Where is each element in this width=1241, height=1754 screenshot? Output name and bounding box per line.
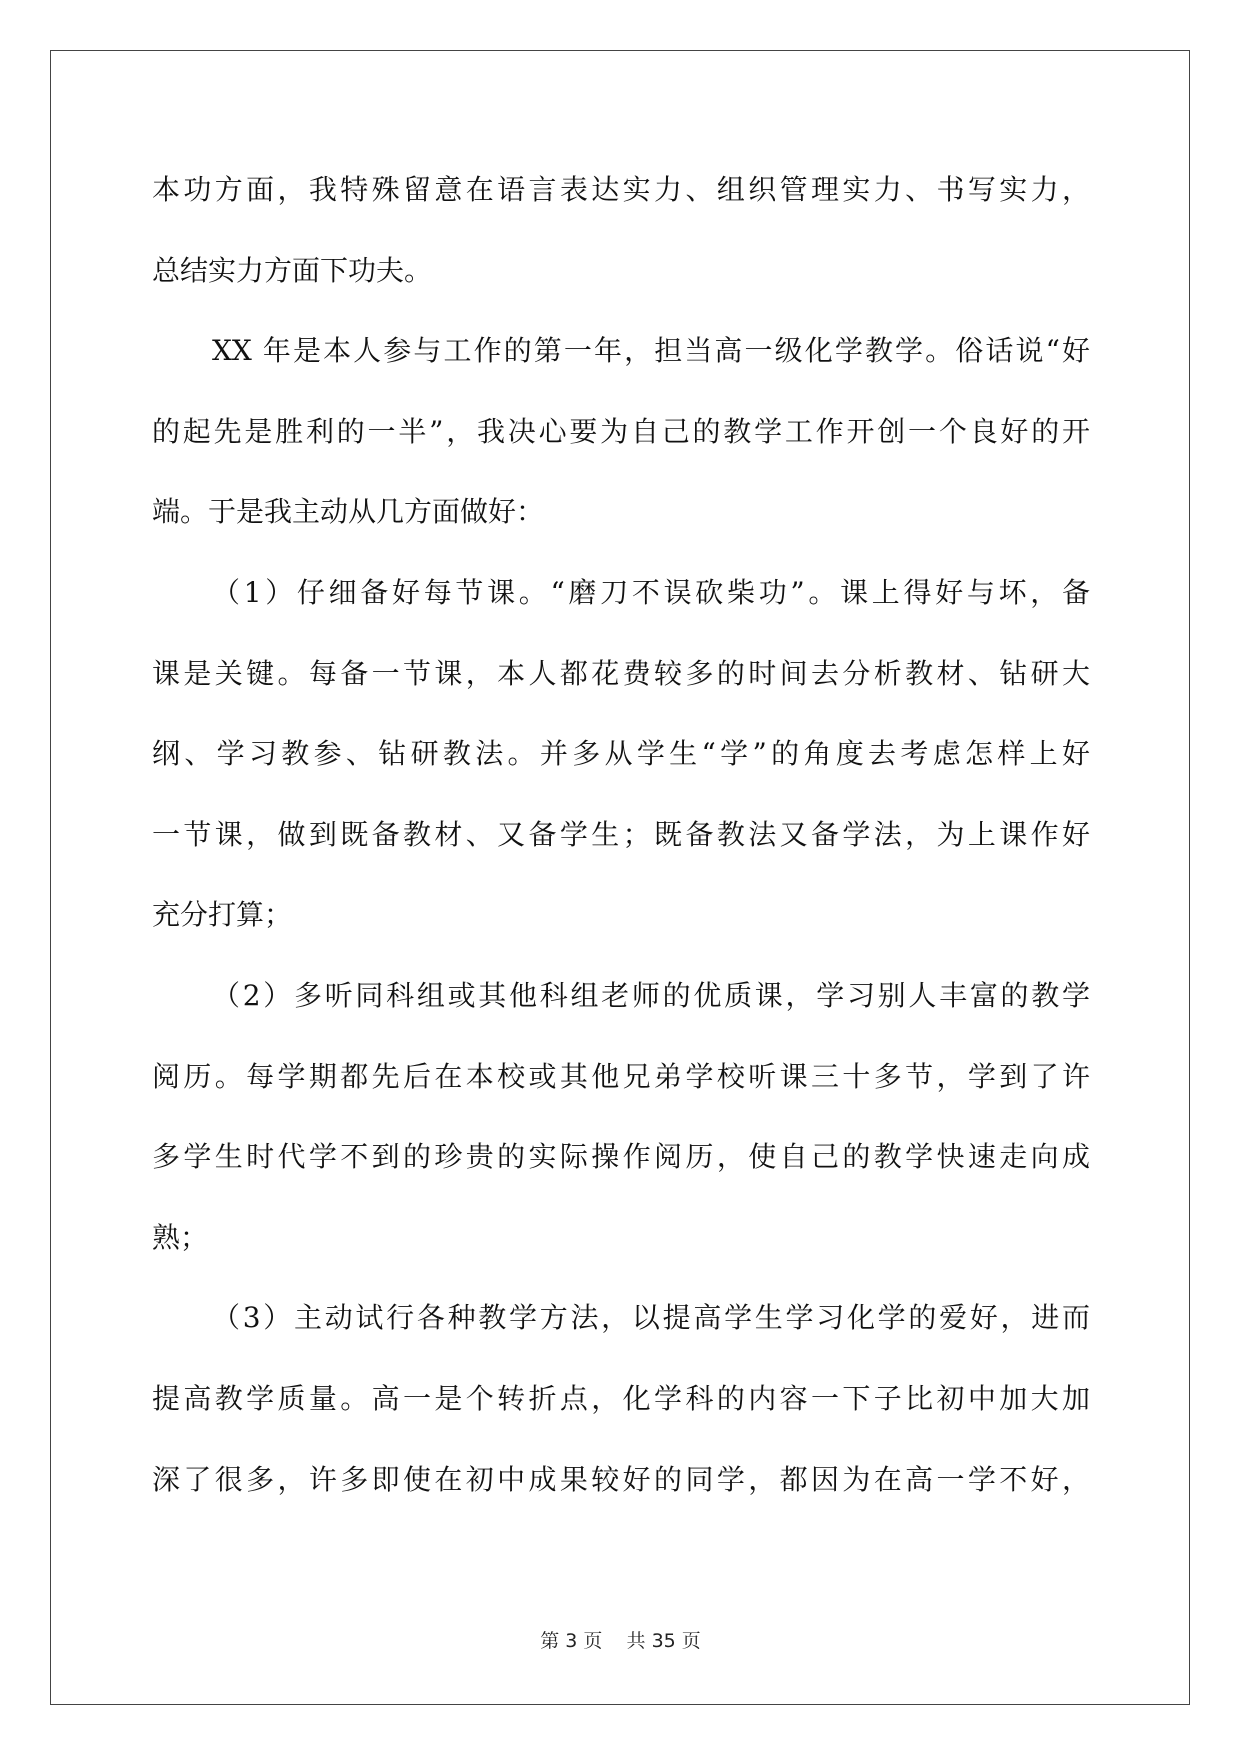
text-line: （3）主动试行各种教学方法，以提高学生学习化学的爱好，进而 — [212, 1301, 1090, 1335]
text-line: 本功方面，我特殊留意在语言表达实力、组织管理实力、书写实力， — [152, 173, 1090, 206]
document-body — [152, 150, 1090, 1520]
text-line: 课是关键。每备一节课，本人都花费较多的时间去分析教材、钻研大 — [152, 656, 1090, 690]
text-line: 纲、学习教参、钻研教法。并多从学生“学”的角度去考虑怎样上好 — [152, 737, 1090, 771]
page-footer: 第 3 页 共 35 页 — [540, 1630, 701, 1652]
text-line: 一节课，做到既备教材、又备学生；既备教法又备学法，为上课作好 — [152, 817, 1090, 851]
text-line: 多学生时代学不到的珍贵的实际操作阅历，使自己的教学快速走向成 — [152, 1140, 1090, 1174]
text-line: （2）多听同科组或其他科组老师的优质课，学习别人丰富的教学 — [212, 978, 1090, 1012]
text-line: XX 年是本人参与工作的第一年，担当高一级化学教学。俗话说“好 — [212, 334, 1090, 368]
text-line: 阅历。每学期都先后在本校或其他兄弟学校听课三十多节，学到了许 — [152, 1059, 1090, 1093]
text-line: （1）仔细备好每节课。“磨刀不误砍柴功”。课上得好与坏，备 — [212, 575, 1090, 609]
text-line: 深了很多，许多即使在初中成果较好的同学，都因为在高一学不好， — [152, 1462, 1090, 1496]
text-line: 总结实力方面下功夫。 — [152, 253, 433, 287]
text-line: 的起先是胜利的一半”，我决心要为自己的教学工作开创一个良好的开 — [152, 414, 1090, 448]
text-line: 提高教学质量。高一是个转折点，化学科的内容一下子比初中加大加 — [152, 1381, 1090, 1415]
text-line: 端。于是我主动从几方面做好： — [152, 495, 545, 529]
text-line: 充分打算； — [152, 898, 293, 932]
text-line: 熟； — [152, 1220, 209, 1254]
